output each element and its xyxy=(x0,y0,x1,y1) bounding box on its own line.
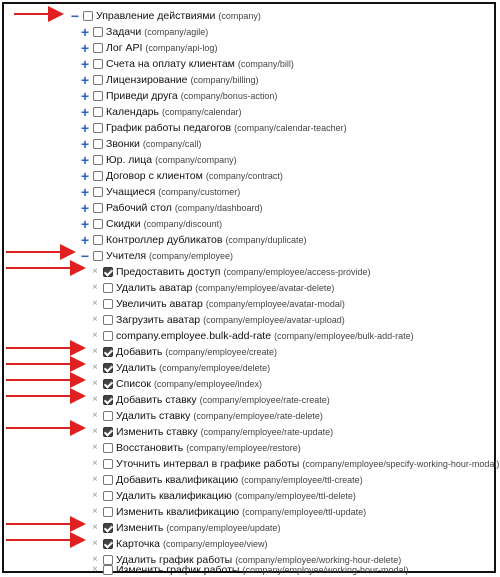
node-path: (company/call) xyxy=(142,139,202,149)
node-path: (company/customer) xyxy=(158,187,241,197)
leaf-checkbox[interactable] xyxy=(103,539,113,549)
tree-leaf-avatar-delete[interactable] xyxy=(90,280,334,296)
node-label: Юр. лица xyxy=(106,154,153,166)
tree-node-company[interactable] xyxy=(80,152,237,168)
expand-icon[interactable]: + xyxy=(80,104,90,120)
leaf-checkbox[interactable] xyxy=(103,283,113,293)
node-path: (company/company) xyxy=(155,155,237,165)
leaf-label: Восстановить xyxy=(116,442,184,454)
node-path: (company/billing) xyxy=(190,75,259,85)
expand-icon[interactable]: + xyxy=(80,120,90,136)
node-path: (company/agile) xyxy=(144,27,209,37)
leaf-path: (company/employee/specify-working-hour-modal) xyxy=(302,459,500,469)
leaf-marker-icon: × xyxy=(92,266,98,277)
node-label: Скидки xyxy=(106,218,141,230)
leaf-path: (company/employee/bulk-add-rate) xyxy=(274,331,414,341)
leaf-label: Уточнить интервал в графике работы xyxy=(116,458,300,470)
leaf-marker-icon: × xyxy=(92,314,98,325)
expand-icon[interactable]: + xyxy=(80,232,90,248)
tree-node-bonus-action[interactable] xyxy=(80,88,277,104)
leaf-marker-icon: × xyxy=(92,458,98,469)
tree-leaf-restore[interactable] xyxy=(90,440,301,456)
leaf-label: Список xyxy=(116,378,151,390)
leaf-label: Карточка xyxy=(116,538,160,550)
leaf-checkbox[interactable] xyxy=(103,491,113,501)
tree-node-api-log[interactable] xyxy=(80,40,217,56)
expand-icon[interactable]: + xyxy=(80,216,90,232)
leaf-label: Увеличить аватар xyxy=(116,298,203,310)
node-checkbox[interactable] xyxy=(93,91,103,101)
leaf-marker-icon: × xyxy=(92,410,98,421)
node-checkbox[interactable] xyxy=(93,139,103,149)
node-path: (company/bill) xyxy=(237,59,294,69)
leaf-checkbox[interactable] xyxy=(103,523,113,533)
leaf-label: Добавить квалификацию xyxy=(116,474,239,486)
tree-leaf-working-hour-modal[interactable] xyxy=(90,564,409,576)
leaf-marker-icon: × xyxy=(92,378,98,389)
leaf-marker-icon: × xyxy=(92,346,98,357)
leaf-checkbox[interactable] xyxy=(103,565,113,575)
leaf-path: (company/employee/update) xyxy=(166,523,281,533)
node-label: Рабочий стол xyxy=(106,202,172,214)
leaf-label: Изменить квалификацию xyxy=(116,506,240,518)
leaf-path: (company/employee/create) xyxy=(165,347,277,357)
tree-leaf-access-provide[interactable] xyxy=(90,264,371,280)
node-checkbox[interactable] xyxy=(93,203,103,213)
node-label: Календарь xyxy=(106,106,159,118)
tree-leaf-delete[interactable] xyxy=(90,360,270,376)
node-checkbox[interactable] xyxy=(93,187,103,197)
node-path: (company) xyxy=(218,11,261,21)
leaf-path: (company/employee/avatar-delete) xyxy=(195,283,335,293)
node-checkbox[interactable] xyxy=(93,171,103,181)
node-label: График работы педагогов xyxy=(106,122,232,134)
tree-node-call[interactable] xyxy=(80,136,201,152)
leaf-label: Удалить ставку xyxy=(116,410,191,422)
tree-node-discount[interactable] xyxy=(80,216,222,232)
leaf-checkbox[interactable] xyxy=(103,395,113,405)
tree-leaf-specify-working-hour[interactable] xyxy=(90,456,499,472)
tree-node-calendar[interactable] xyxy=(80,104,242,120)
tree-leaf-view[interactable] xyxy=(90,536,268,552)
leaf-path: (company/employee/ttl-create) xyxy=(241,475,363,485)
expand-icon[interactable]: + xyxy=(80,136,90,152)
node-path: (company/duplicate) xyxy=(225,235,307,245)
leaf-checkbox[interactable] xyxy=(103,427,113,437)
leaf-path: (company/employee/view) xyxy=(163,539,268,549)
leaf-path: (company/employee/avatar-upload) xyxy=(203,315,345,325)
node-label: Лицензирование xyxy=(106,74,188,86)
node-label: Учащиеся xyxy=(106,186,156,198)
leaf-label: Загрузить аватар xyxy=(116,314,201,326)
permissions-panel xyxy=(2,2,500,576)
leaf-path: (company/employee/ttl-delete) xyxy=(234,491,356,501)
node-checkbox[interactable] xyxy=(93,219,103,229)
leaf-checkbox[interactable] xyxy=(103,347,113,357)
tree-leaf-avatar-modal[interactable] xyxy=(90,296,345,312)
leaf-label: Удалить график работы xyxy=(116,554,233,566)
tree-leaf-update[interactable] xyxy=(90,520,280,536)
tree-node-bill[interactable] xyxy=(80,56,294,72)
leaf-checkbox[interactable] xyxy=(103,315,113,325)
tree-leaf-rate-create[interactable] xyxy=(90,392,330,408)
tree-leaf-ttl-delete[interactable] xyxy=(90,488,356,504)
node-checkbox[interactable] xyxy=(93,235,103,245)
leaf-checkbox[interactable] xyxy=(103,459,113,469)
node-checkbox[interactable] xyxy=(93,75,103,85)
leaf-marker-icon: × xyxy=(92,282,98,293)
leaf-checkbox[interactable] xyxy=(103,299,113,309)
tree-leaf-rate-update[interactable] xyxy=(90,424,333,440)
leaf-marker-icon: × xyxy=(92,474,98,485)
node-label: Управление действиями xyxy=(96,10,216,22)
leaf-marker-icon: × xyxy=(92,506,98,517)
tree-leaf-create[interactable] xyxy=(90,344,277,360)
node-label: Лог API xyxy=(106,42,143,54)
leaf-marker-icon: × xyxy=(92,362,98,373)
node-path: (company/dashboard) xyxy=(174,203,263,213)
expand-icon[interactable]: + xyxy=(80,88,90,104)
leaf-path: (company/employee/avatar-modal) xyxy=(205,299,345,309)
expand-icon[interactable]: + xyxy=(80,40,90,56)
leaf-label: Изменить график работы xyxy=(116,564,240,576)
expand-icon[interactable]: + xyxy=(80,72,90,88)
leaf-path: (company/employee/index) xyxy=(153,379,262,389)
node-checkbox[interactable] xyxy=(93,43,103,53)
leaf-checkbox[interactable] xyxy=(103,443,113,453)
node-label: Учителя xyxy=(106,250,147,262)
leaf-path: (company/employee/working-hour-delete) xyxy=(235,555,402,565)
leaf-marker-icon: × xyxy=(92,564,98,575)
node-label: Договор с клиентом xyxy=(106,170,203,182)
root-checkbox[interactable] xyxy=(83,11,93,21)
leaf-label: Изменить ставку xyxy=(116,426,198,438)
expand-icon[interactable]: + xyxy=(80,200,90,216)
leaf-path: (company/employee/rate-delete) xyxy=(193,411,323,421)
tree-node-contract[interactable] xyxy=(80,168,283,184)
tree-node-duplicate[interactable] xyxy=(80,232,306,248)
leaf-label: company.employee.bulk-add-rate xyxy=(116,330,272,342)
node-path: (company/discount) xyxy=(143,219,223,229)
tree-node-dashboard[interactable] xyxy=(80,200,262,216)
tree-leaf-bulk-add-rate[interactable] xyxy=(90,328,414,344)
leaf-checkbox[interactable] xyxy=(103,475,113,485)
leaf-checkbox[interactable] xyxy=(103,363,113,373)
expand-icon[interactable]: + xyxy=(80,56,90,72)
leaf-marker-icon: × xyxy=(92,522,98,533)
leaf-label: Удалить аватар xyxy=(116,282,193,294)
expand-icon[interactable]: + xyxy=(80,24,90,40)
node-label: Приведи друга xyxy=(106,90,178,102)
leaf-marker-icon: × xyxy=(92,490,98,501)
leaf-marker-icon: × xyxy=(92,426,98,437)
leaf-checkbox[interactable] xyxy=(103,331,113,341)
node-path: (company/employee) xyxy=(149,251,234,261)
node-checkbox[interactable] xyxy=(93,123,103,133)
expand-icon[interactable]: + xyxy=(80,152,90,168)
leaf-marker-icon: × xyxy=(92,442,98,453)
node-label: Задачи xyxy=(106,26,142,38)
leaf-marker-icon: × xyxy=(92,298,98,309)
node-path: (company/calendar-teacher) xyxy=(234,123,347,133)
leaf-checkbox[interactable] xyxy=(103,507,113,517)
leaf-path: (company/employee/rate-update) xyxy=(200,427,334,437)
collapse-icon[interactable]: − xyxy=(80,248,90,264)
node-checkbox[interactable] xyxy=(93,251,103,261)
collapse-icon[interactable]: − xyxy=(70,8,80,24)
leaf-checkbox[interactable] xyxy=(103,267,113,277)
tree-leaf-ttl-create[interactable] xyxy=(90,472,363,488)
leaf-path: (company/employee/delete) xyxy=(159,363,271,373)
expand-icon[interactable]: + xyxy=(80,184,90,200)
node-checkbox[interactable] xyxy=(93,59,103,69)
leaf-label: Удалить xyxy=(116,362,157,374)
leaf-checkbox[interactable] xyxy=(103,411,113,421)
leaf-path: (company/employee/rate-create) xyxy=(199,395,330,405)
tree-node-agile[interactable] xyxy=(80,24,208,40)
tree-leaf-rate-delete[interactable] xyxy=(90,408,323,424)
node-label: Контроллер дубликатов xyxy=(106,234,223,246)
node-checkbox[interactable] xyxy=(93,27,103,37)
node-label: Счета на оплату клиентам xyxy=(106,58,235,70)
node-path: (company/bonus-action) xyxy=(180,91,278,101)
expand-icon[interactable]: + xyxy=(80,168,90,184)
leaf-checkbox[interactable] xyxy=(103,379,113,389)
node-checkbox[interactable] xyxy=(93,107,103,117)
tree-node-calendar-teacher[interactable] xyxy=(80,120,347,136)
node-checkbox[interactable] xyxy=(93,155,103,165)
tree-node-customer[interactable] xyxy=(80,184,240,200)
tree-leaf-avatar-upload[interactable] xyxy=(90,312,345,328)
leaf-marker-icon: × xyxy=(92,330,98,341)
leaf-label: Изменить xyxy=(116,522,164,534)
leaf-label: Добавить ставку xyxy=(116,394,197,406)
leaf-marker-icon: × xyxy=(92,394,98,405)
tree-leaf-ttl-update[interactable] xyxy=(90,504,366,520)
node-path: (company/contract) xyxy=(205,171,283,181)
leaf-path: (company/employee/restore) xyxy=(186,443,301,453)
tree-node-root[interactable] xyxy=(70,8,261,24)
tree-node-billing[interactable] xyxy=(80,72,258,88)
leaf-marker-icon: × xyxy=(92,554,98,565)
tree-node-employee[interactable] xyxy=(80,248,233,264)
leaf-label: Удалить квалификацию xyxy=(116,490,232,502)
leaf-marker-icon: × xyxy=(92,538,98,549)
leaf-path: (company/employee/ttl-update) xyxy=(242,507,367,517)
node-path: (company/api-log) xyxy=(145,43,218,53)
leaf-label: Добавить xyxy=(116,346,163,358)
node-path: (company/calendar) xyxy=(162,107,242,117)
tree-leaf-index[interactable] xyxy=(90,376,262,392)
leaf-label: Предоставить доступ xyxy=(116,266,221,278)
leaf-path: (company/employee/working-hour-modal) xyxy=(242,565,409,575)
leaf-path: (company/employee/access-provide) xyxy=(223,267,371,277)
node-label: Звонки xyxy=(106,138,140,150)
